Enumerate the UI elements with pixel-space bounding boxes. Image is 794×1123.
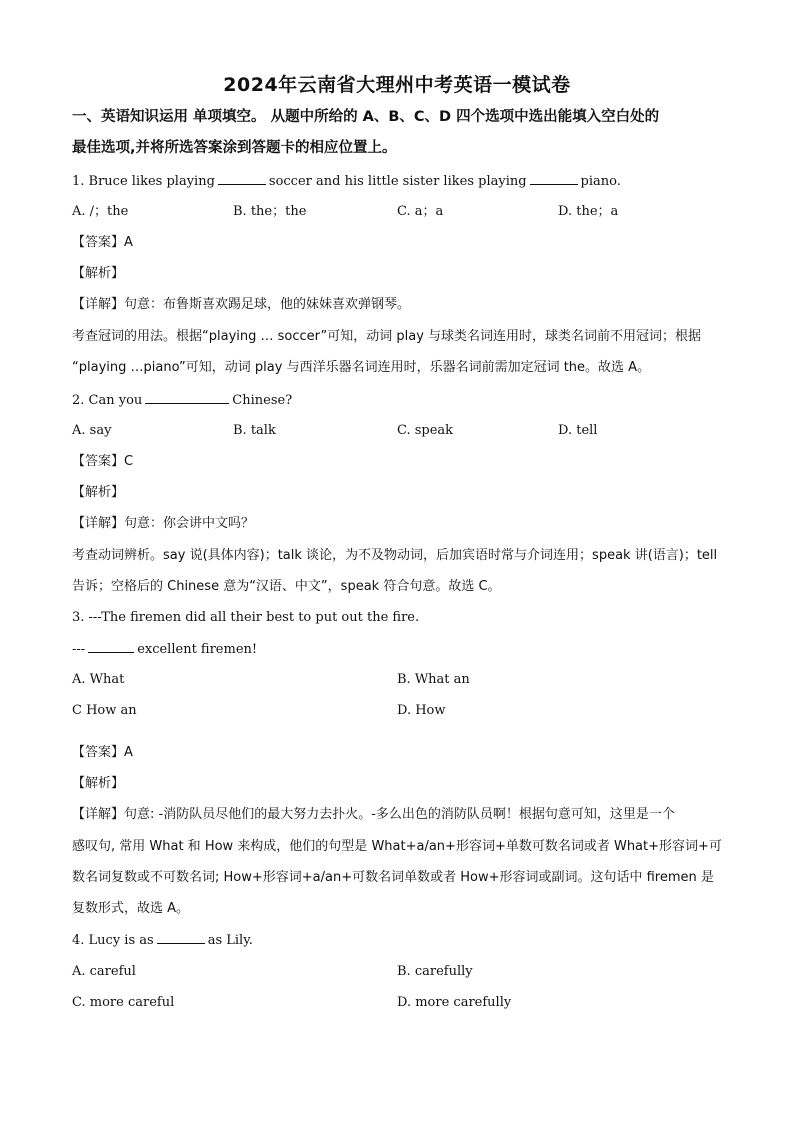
detail-label: 【详解】 <box>72 516 125 531</box>
question-1-detail-line-2: 考查冠词的用法。根据“playing … soccer”可知，动词 play 与球类名词连用时，球类名词前不用冠词；根据 <box>72 329 702 344</box>
answer-label: 【答案】 <box>72 454 125 469</box>
question-4-blank[interactable] <box>157 931 205 944</box>
answer-label: 【答案】 <box>72 235 125 250</box>
page-title: 2024年云南省大理州中考英语一模试卷 <box>223 74 571 96</box>
answer-label: 【答案】 <box>72 745 125 760</box>
question-3-detail-line-4: 复数形式，故选 A。 <box>72 901 190 916</box>
question-1-analysis-label: 【解析】 <box>72 266 125 281</box>
answer-value: C <box>124 454 134 469</box>
section-instruction-line-1: 一、英语知识运用 单项填空。 从题中所给的 A、B、C、D 四个选项中选出能填入空白处的 <box>72 109 660 125</box>
question-4-stem <box>72 931 253 950</box>
question-4-stem-part-2: as Lily. <box>207 933 253 948</box>
answer-value: A <box>124 745 133 760</box>
question-2-option-a: A. say <box>72 423 112 438</box>
question-1-stem <box>72 172 621 191</box>
question-2-detail-line-3: 告诉；空格后的 Chinese 意为“汉语、中文”，speak 符合句意。故选 C。 <box>72 579 501 594</box>
question-3-stem-part-2: excellent firemen! <box>137 642 258 657</box>
question-1-blank-2[interactable] <box>530 172 578 185</box>
question-1-stem-part-3: piano. <box>580 174 621 189</box>
detail-text: 句意: -消防队员尽他们的最大努力去扑火。-多么出色的消防队员啊！根据句意可知，这里是一个 <box>124 807 675 822</box>
question-1-option-a: A. /；the <box>72 204 129 219</box>
question-3-detail-line-2: 感叹句, 常用 What 和 How 来构成，他们的句型是 What+a/an+形容词+单数可数名词或者 What+形容词+可 <box>72 839 722 854</box>
question-1-detail-line-1 <box>72 296 410 314</box>
question-1-answer <box>72 234 133 252</box>
detail-text: 句意：布鲁斯喜欢踢足球，他的妹妹喜欢弹钢琴。 <box>124 297 411 312</box>
question-3-blank[interactable] <box>88 640 134 653</box>
question-1-blank-1[interactable] <box>218 172 266 185</box>
question-2-stem-part-1: 2. Can you <box>72 393 143 408</box>
question-3-option-a: A. What <box>72 672 125 687</box>
detail-label: 【详解】 <box>72 807 125 822</box>
question-2-option-b: B. talk <box>233 423 276 438</box>
question-2-analysis-label: 【解析】 <box>72 485 125 500</box>
question-2-blank[interactable] <box>145 391 229 404</box>
question-4-option-b: B. carefully <box>397 964 473 979</box>
question-2-detail-line-2: 考查动词辨析。say 说(具体内容)；talk 谈论，为不及物动词，后加宾语时常与介词连用；speak 讲(语言)；tell <box>72 548 718 563</box>
question-4-option-c: C. more careful <box>72 995 175 1010</box>
question-3-dash: --- <box>72 642 86 657</box>
question-3-stem-line-1: 3. ---The firemen did all their best to put out the fire. <box>72 610 420 625</box>
detail-label: 【详解】 <box>72 297 125 312</box>
question-3-option-c: C How an <box>72 703 137 718</box>
question-2-option-c: C. speak <box>397 423 454 438</box>
question-4-stem-part-1: 4. Lucy is as <box>72 933 154 948</box>
question-1-option-c: C. a；a <box>397 204 444 219</box>
question-1-option-b: B. the；the <box>233 204 307 219</box>
question-3-detail-line-1 <box>72 806 675 824</box>
question-3-answer <box>72 744 133 762</box>
question-2-answer <box>72 453 133 471</box>
detail-text: 句意：你会讲中文吗？ <box>124 516 255 531</box>
question-4-option-d: D. more carefully <box>397 995 512 1010</box>
question-3-analysis-label: 【解析】 <box>72 776 125 791</box>
question-1-detail-line-3: “playing …piano”可知，动词 play 与西洋乐器名词连用时，乐器名词前需加定冠词 the。故选 A。 <box>72 360 651 375</box>
question-3-stem-line-2 <box>72 640 257 659</box>
question-3-detail-line-3: 数名词复数或不可数名词; How+形容词+a/an+可数名词单数或者 How+形容词或副词。这句话中 firemen 是 <box>72 870 714 885</box>
question-2-detail-line-1 <box>72 515 254 533</box>
question-1-stem-part-2: soccer and his little sister likes playing <box>268 174 527 189</box>
question-2-option-d: D. tell <box>558 423 598 438</box>
question-1-option-d: D. the；a <box>558 204 619 219</box>
question-2-stem-part-2: Chinese? <box>232 393 293 408</box>
question-1-stem-part-1: 1. Bruce likes playing <box>72 174 215 189</box>
answer-value: A <box>124 235 133 250</box>
question-3-option-b: B. What an <box>397 672 470 687</box>
question-3-option-d: D. How <box>397 703 446 718</box>
question-4-option-a: A. careful <box>72 964 136 979</box>
question-2-stem <box>72 391 292 410</box>
section-instruction-line-2: 最佳选项,并将所选答案涂到答题卡的相应位置上。 <box>72 140 397 156</box>
